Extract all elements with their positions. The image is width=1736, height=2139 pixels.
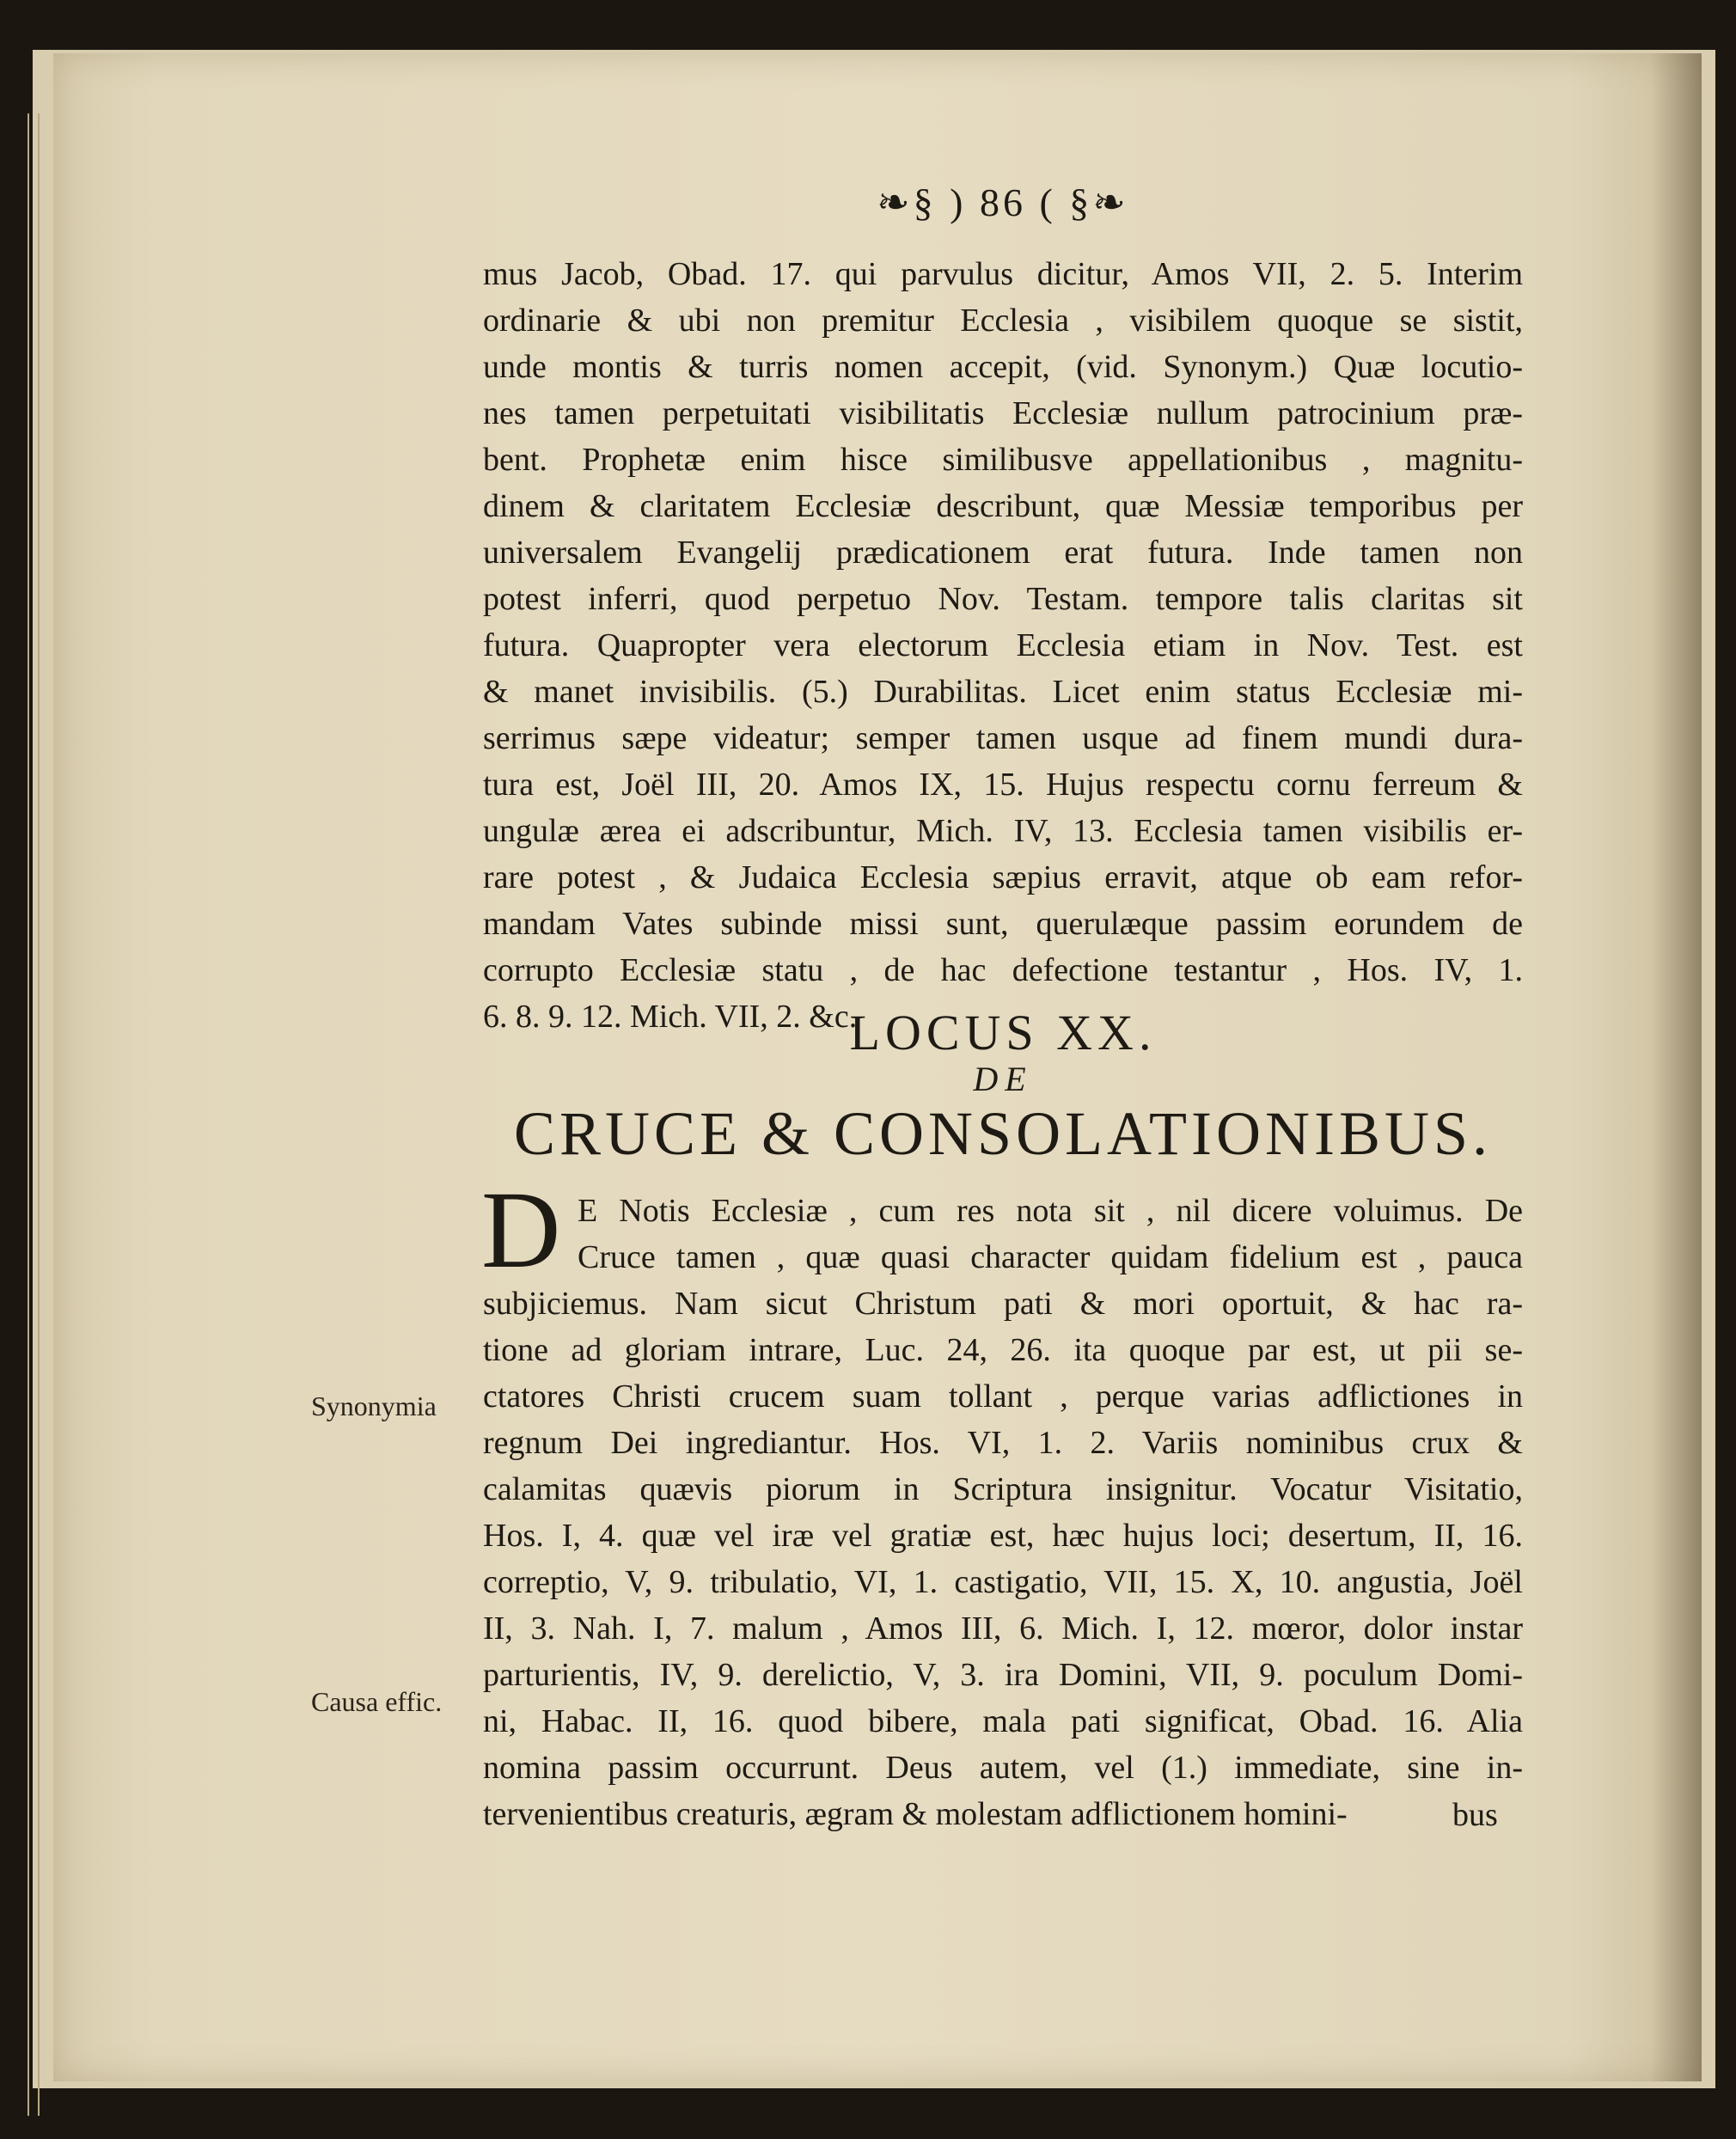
text-line: tervenientibus creaturis, ægram & molestam adflictionem homini-	[483, 1796, 1348, 1832]
text-line: potest inferri, quod perpetuo Nov. Testam. tempore talis claritas sit	[483, 581, 1523, 617]
margin-note-causa: Causa effic.	[311, 1686, 443, 1717]
text-line: ni, Habac. II, 16. quod bibere, mala pati significat, Obad. 16. Alia	[483, 1703, 1523, 1739]
text-line: tione ad gloriam intrare, Luc. 24, 26. ita quoque par est, ut pii se-	[483, 1332, 1523, 1368]
text-line: subjiciemus. Nam sicut Christum pati & mori oportuit, & hac ra-	[483, 1286, 1523, 1322]
text-line: universalem Evangelij prædicationem erat futura. Inde tamen non	[483, 535, 1523, 571]
text-line: E Notis Ecclesiæ , cum res nota sit , nil dicere voluimus. De	[578, 1193, 1523, 1229]
text-line: Hos. I, 4. quæ vel iræ vel gratiæ est, hæc hujus loci; desertum, II, 16.	[483, 1518, 1523, 1554]
text-line: & manet invisibilis. (5.) Durabilitas. Licet enim status Ecclesiæ mi-	[483, 674, 1523, 710]
text-line: futura. Quapropter vera electorum Ecclesia etiam in Nov. Test. est	[483, 627, 1523, 663]
text-line: corrupto Ecclesiæ statu , de hac defectione testantur , Hos. IV, 1.	[483, 952, 1523, 988]
locus-subject: CRUCE & CONSOLATIONIBUS.	[513, 1099, 1493, 1168]
text-line: bent. Prophetæ enim hisce similibusve appellationibus , magnitu-	[483, 442, 1523, 478]
text-line: tura est, Joël III, 20. Amos IX, 15. Hujus respectu cornu ferreum &	[483, 767, 1523, 803]
locus-heading: LOCUS XX.	[849, 1005, 1157, 1060]
paragraph-durabilitas	[483, 251, 1523, 1040]
text-line: parturientis, IV, 9. derelictio, V, 3. ira Domini, VII, 9. poculum Domi-	[483, 1657, 1523, 1693]
text-line: Cruce tamen , quæ quasi character quidam fidelium est , pauca	[578, 1239, 1523, 1275]
text-line: unde montis & turris nomen accepit, (vid. Synonym.) Quæ locutio-	[483, 349, 1523, 385]
locus-de: DE	[973, 1060, 1033, 1098]
margin-note-synonymia: Synonymia	[311, 1390, 437, 1421]
catchword: bus	[1452, 1797, 1498, 1833]
paragraph-de-cruce	[483, 1188, 1523, 1837]
text-line: nomina passim occurrunt. Deus autem, vel (1.) immediate, sine in-	[483, 1750, 1523, 1786]
text-line: mus Jacob, Obad. 17. qui parvulus dicitur, Amos VII, 2. 5. Interim	[483, 256, 1523, 292]
text-line: II, 3. Nah. I, 7. malum , Amos III, 6. Mich. I, 12. mœror, dolor instar	[483, 1610, 1523, 1647]
drop-cap: D	[481, 1169, 561, 1291]
page-gutter-shadow	[1650, 53, 1702, 2081]
text-line: mandam Vates subinde missi sunt, querulæque passim eorundem de	[483, 906, 1523, 942]
text-line: dinem & claritatem Ecclesiæ describunt, quæ Messiæ temporibus per	[483, 488, 1523, 524]
text-line: correptio, V, 9. tribulatio, VI, 1. castigatio, VII, 15. X, 10. angustia, Joël	[483, 1564, 1523, 1600]
text-line: ungulæ ærea ei adscribuntur, Mich. IV, 13. Ecclesia tamen visibilis er-	[483, 813, 1523, 849]
text-line: calamitas quævis piorum in Scriptura insignitur. Vocatur Visitatio,	[483, 1471, 1523, 1507]
page-header: ❧§ ) 86 ( §❧	[877, 180, 1129, 224]
text-line: ordinarie & ubi non premitur Ecclesia , visibilem quoque se sistit,	[483, 303, 1523, 339]
page-edge	[28, 113, 29, 2116]
text-line: nes tamen perpetuitati visibilitatis Ecclesiæ nullum patrocinium præ-	[483, 395, 1523, 431]
text-line: regnum Dei ingrediantur. Hos. VI, 1. 2. Variis nominibus crux &	[483, 1425, 1523, 1461]
page-edge	[38, 113, 40, 2116]
text-line: serrimus sæpe videatur; semper tamen usque ad finem mundi dura-	[483, 720, 1523, 756]
text-line: rare potest , & Judaica Ecclesia sæpius erravit, atque ob eam refor-	[483, 859, 1523, 895]
text-line: ctatores Christi crucem suam tollant , perque varias adflictiones in	[483, 1378, 1523, 1415]
text-line: 6. 8. 9. 12. Mich. VII, 2. &c.	[483, 999, 858, 1035]
